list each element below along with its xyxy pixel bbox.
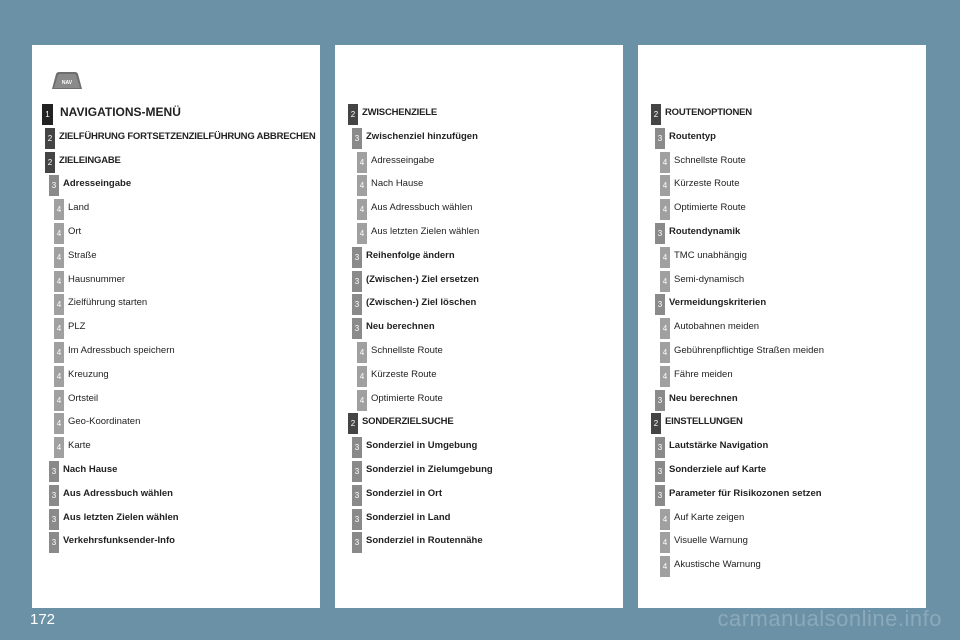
menu-entry-label: Optimierte Route bbox=[674, 202, 746, 214]
level-badge: 4 bbox=[54, 437, 64, 458]
menu-entry-label: Semi-dynamisch bbox=[674, 273, 745, 285]
level-badge: 4 bbox=[54, 413, 64, 434]
level-badge: 3 bbox=[655, 485, 665, 506]
level-badge: 3 bbox=[49, 509, 59, 530]
level-badge: 3 bbox=[655, 437, 665, 458]
menu-entry-label: Sonderziel in Routennähe bbox=[366, 535, 483, 547]
menu-entry-label: Schnellste Route bbox=[371, 345, 443, 356]
level-badge: 4 bbox=[357, 342, 367, 363]
menu-entry-label: (Zwischen-) Ziel löschen bbox=[366, 297, 477, 309]
menu-entry-label: Zwischenziel hinzufügen bbox=[366, 130, 478, 142]
menu-tree-2 bbox=[335, 45, 623, 608]
menu-entry-label: Sonderziel in Land bbox=[366, 511, 451, 523]
level-badge: 4 bbox=[357, 390, 367, 411]
menu-entry-label: Land bbox=[68, 202, 90, 214]
level-badge: 3 bbox=[352, 271, 362, 292]
menu-entry-label: Kreuzung bbox=[68, 368, 109, 380]
level-badge: 3 bbox=[49, 175, 59, 196]
level-badge: 4 bbox=[660, 152, 670, 173]
level-badge: 4 bbox=[357, 175, 367, 196]
level-badge: 4 bbox=[357, 223, 367, 244]
menu-entry-label: Visuelle Warnung bbox=[674, 535, 748, 547]
menu-entry-label: Parameter für Risikozonen setzen bbox=[669, 487, 822, 499]
level-badge: 4 bbox=[660, 247, 670, 268]
level-badge: 4 bbox=[660, 342, 670, 363]
level-badge: 3 bbox=[352, 294, 362, 315]
level-badge: 3 bbox=[352, 318, 362, 339]
menu-entry-label: Ort bbox=[68, 226, 82, 237]
level-badge: 3 bbox=[655, 223, 665, 244]
menu-entry-label: NAVIGATIONS-MENÜ bbox=[60, 105, 181, 119]
menu-entry-label: Autobahnen meiden bbox=[674, 321, 760, 333]
level-badge: 4 bbox=[357, 152, 367, 173]
menu-entry-label: Sonderziele auf Karte bbox=[669, 464, 767, 475]
level-badge: 2 bbox=[45, 152, 55, 173]
level-badge: 4 bbox=[660, 175, 670, 196]
menu-entry-label: ROUTENOPTIONEN bbox=[665, 107, 752, 118]
nav-icon-label: NAV bbox=[61, 80, 73, 86]
level-badge: 3 bbox=[352, 461, 362, 482]
level-badge: 3 bbox=[655, 390, 665, 411]
menu-entry-label: ZIELFÜHRUNG FORTSETZENZIELFÜHRUNG ABBRECHEN bbox=[59, 130, 316, 142]
menu-entry-label: Kürzeste Route bbox=[371, 368, 437, 380]
menu-entry-label: Neu berechnen bbox=[669, 392, 738, 404]
menu-entry-label: Sonderziel in Umgebung bbox=[366, 440, 478, 452]
menu-entry-label: Ortsteil bbox=[68, 392, 99, 404]
level-badge: 3 bbox=[352, 509, 362, 530]
level-badge: 4 bbox=[54, 271, 64, 292]
menu-entry-label: Schnellste Route bbox=[674, 154, 746, 166]
menu-entry-label: ZIELEINGABE bbox=[59, 154, 121, 166]
menu-entry-label: EINSTELLUNGEN bbox=[665, 416, 743, 428]
level-badge: 3 bbox=[352, 532, 362, 553]
menu-entry-label: Vermeidungskriterien bbox=[669, 297, 767, 309]
menu-entry-label: Im Adressbuch speichern bbox=[68, 345, 175, 356]
menu-entry-label: Aus letzten Zielen wählen bbox=[63, 511, 179, 523]
menu-entry-label: Sonderziel in Zielumgebung bbox=[366, 464, 493, 475]
menu-entry-label: Adresseingabe bbox=[371, 154, 435, 166]
level-badge: 1 bbox=[42, 104, 53, 125]
menu-entry-label: Lautstärke Navigation bbox=[669, 440, 769, 452]
level-badge: 4 bbox=[660, 366, 670, 387]
level-badge: 4 bbox=[54, 342, 64, 363]
menu-entry-label: Nach Hause bbox=[63, 464, 118, 475]
level-badge: 4 bbox=[660, 532, 670, 553]
level-badge: 4 bbox=[54, 223, 64, 244]
menu-entry-label: Auf Karte zeigen bbox=[674, 511, 745, 523]
menu-entry-label: PLZ bbox=[68, 321, 86, 333]
menu-entry-label: Verkehrsfunksender-Info bbox=[63, 535, 175, 547]
menu-panel-route-options bbox=[638, 45, 926, 608]
menu-entry-label: Geo-Koordinaten bbox=[68, 416, 141, 428]
level-badge: 3 bbox=[49, 485, 59, 506]
level-badge: 4 bbox=[54, 366, 64, 387]
menu-panel-waypoints bbox=[335, 45, 623, 608]
level-badge: 2 bbox=[348, 413, 358, 434]
menu-entry-label: (Zwischen-) Ziel ersetzen bbox=[366, 273, 479, 285]
menu-entry-label: Neu berechnen bbox=[366, 321, 435, 333]
page-number: 172 bbox=[30, 611, 56, 628]
level-badge: 4 bbox=[54, 318, 64, 339]
menu-entry-label: Zielführung starten bbox=[68, 297, 148, 309]
menu-entry-label: Aus Adressbuch wählen bbox=[63, 487, 173, 499]
menu-entry-label: Adresseingabe bbox=[63, 178, 132, 190]
menu-entry-label: Hausnummer bbox=[68, 273, 126, 285]
level-badge: 3 bbox=[655, 294, 665, 315]
menu-entry-label: Optimierte Route bbox=[371, 392, 443, 404]
level-badge: 3 bbox=[655, 461, 665, 482]
menu-entry-label: Fähre meiden bbox=[674, 368, 733, 380]
menu-panel-navigation bbox=[32, 45, 320, 608]
menu-tree-1 bbox=[32, 45, 320, 608]
level-badge: 4 bbox=[660, 271, 670, 292]
menu-entry-label: TMC unabhängig bbox=[674, 249, 747, 261]
level-badge: 4 bbox=[660, 318, 670, 339]
level-badge: 3 bbox=[352, 485, 362, 506]
menu-entry-label: Gebührenpflichtige Straßen meiden bbox=[674, 345, 824, 356]
level-badge: 4 bbox=[660, 556, 670, 577]
level-badge: 2 bbox=[45, 128, 55, 149]
menu-entry-label: Nach Hause bbox=[371, 178, 424, 190]
level-badge: 3 bbox=[352, 437, 362, 458]
menu-entry-label: Akustische Warnung bbox=[674, 559, 761, 571]
level-badge: 2 bbox=[348, 104, 358, 125]
level-badge: 2 bbox=[651, 104, 661, 125]
menu-entry-label: ZWISCHENZIELE bbox=[362, 107, 437, 118]
level-badge: 4 bbox=[54, 199, 64, 220]
menu-entry-label: Routendynamik bbox=[669, 226, 741, 237]
menu-entry-label: Aus Adressbuch wählen bbox=[371, 202, 473, 214]
level-badge: 4 bbox=[357, 199, 367, 220]
menu-entry-label: Sonderziel in Ort bbox=[366, 487, 443, 499]
level-badge: 4 bbox=[660, 199, 670, 220]
menu-entry-label: Routentyp bbox=[669, 130, 716, 142]
level-badge: 3 bbox=[655, 128, 665, 149]
level-badge: 3 bbox=[49, 461, 59, 482]
menu-entry-label: Straße bbox=[68, 249, 97, 261]
level-badge: 4 bbox=[54, 390, 64, 411]
level-badge: 2 bbox=[651, 413, 661, 434]
level-badge: 3 bbox=[352, 247, 362, 268]
watermark: carmanualsonline.info bbox=[717, 606, 942, 631]
menu-tree-3 bbox=[638, 45, 926, 608]
menu-entry-label: Aus letzten Zielen wählen bbox=[371, 226, 480, 237]
level-badge: 3 bbox=[352, 128, 362, 149]
menu-entry-label: Reihenfolge ändern bbox=[366, 249, 455, 261]
level-badge: 3 bbox=[49, 532, 59, 553]
menu-entry-label: SONDERZIELSUCHE bbox=[362, 416, 454, 428]
level-badge: 4 bbox=[54, 247, 64, 268]
level-badge: 4 bbox=[54, 294, 64, 315]
menu-entry-label: Karte bbox=[68, 440, 91, 452]
level-badge: 4 bbox=[660, 509, 670, 530]
level-badge: 4 bbox=[357, 366, 367, 387]
menu-entry-label: Kürzeste Route bbox=[674, 178, 740, 190]
